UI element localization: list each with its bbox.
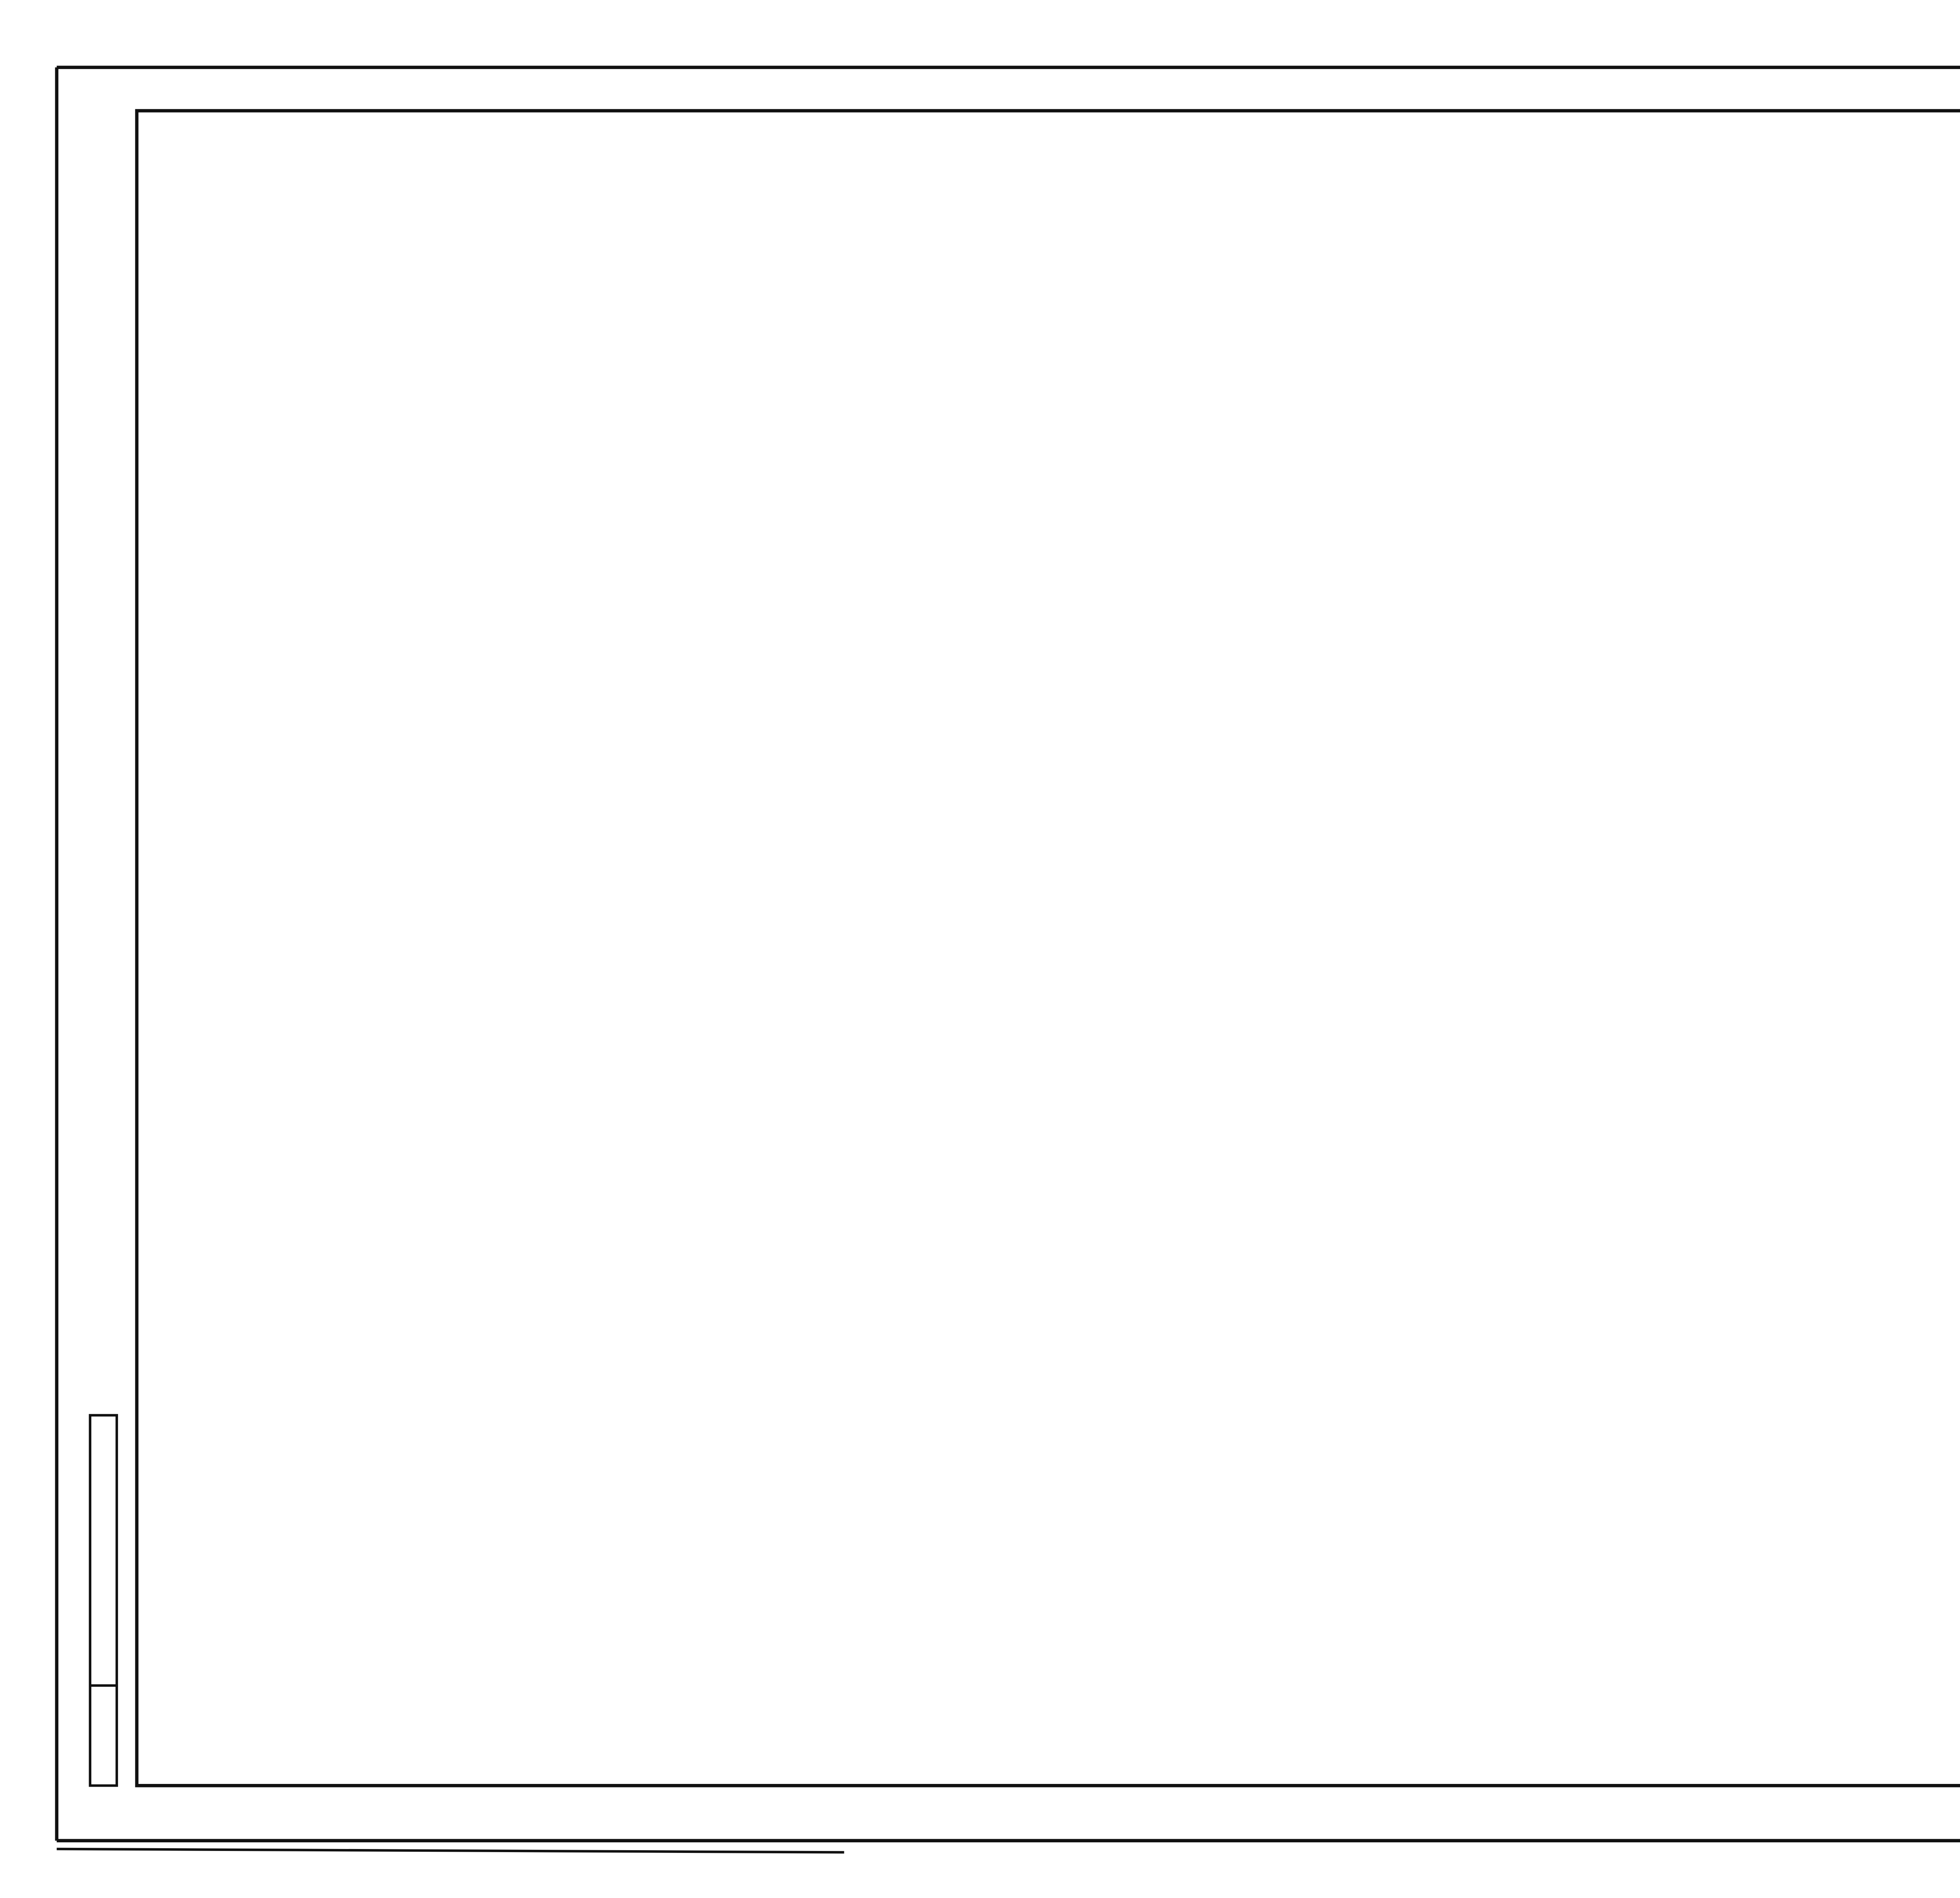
inventory-stamp-block <box>90 1415 117 1785</box>
drawing-frame <box>57 47 1960 1853</box>
